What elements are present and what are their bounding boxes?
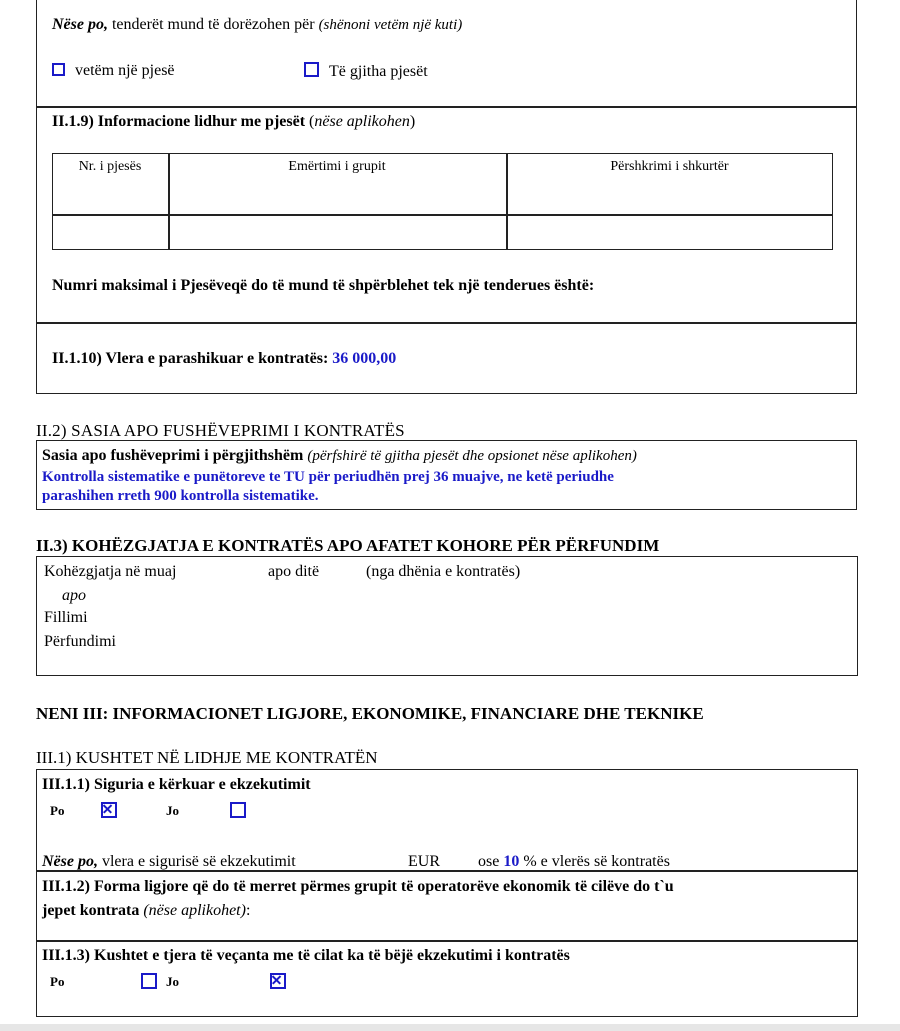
guarantee-eur-label: EUR [408, 853, 440, 870]
end-label: Përfundimi [44, 633, 116, 650]
from-award-label: (nga dhënia e kontratës) [366, 563, 521, 580]
col-header-lot-no: Nr. i pjesës [78, 159, 142, 174]
option-all-lots[interactable]: Të gjitha pjesët [304, 62, 428, 81]
checkbox-all-lots[interactable] [304, 62, 319, 77]
special-po-checkbox[interactable] [141, 973, 157, 989]
performance-guarantee-title: III.1.1) Siguria e kërkuar e ekzekutimit [42, 776, 311, 793]
guarantee-po-label: Po [50, 803, 65, 818]
col-header-short-desc: Përshkrimi i shkurtër [610, 159, 729, 174]
quantity-scope-body-1: Kontrolla sistematike e punëtoreve te TU për periudhën prej 36 muajve, ne ketë periudhe [42, 469, 614, 485]
col-header-group-name: Emërtimi i grupit [288, 159, 386, 174]
contract-conditions-heading: III.1) KUSHTET NË LIDHJE ME KONTRATËN [36, 748, 378, 767]
quantity-scope-subtitle: Sasia apo fushëveprimi i përgjithshëm (përfshirë të gjitha pjesët dhe opsionet nëse aplikohen) [42, 447, 637, 464]
guarantee-value-line: Nëse po, vlera e sigurisë së ekzekutimit [42, 853, 296, 870]
special-jo-checkbox[interactable] [270, 973, 286, 989]
article-iii-heading: NENI III: INFORMACIONET LIGJORE, EKONOMIKE, FINANCIARE DHE TEKNIKE [36, 704, 704, 723]
or-days-label: apo ditë [268, 563, 320, 580]
cell-group-name[interactable] [170, 217, 504, 248]
estimated-value-amount: 36 000,00 [332, 350, 397, 367]
cell-short-desc[interactable] [508, 217, 831, 248]
lots-intro: Nëse po, tenderët mund të dorëzohen për (shënoni vetëm një kuti) [52, 16, 463, 33]
apo-label: apo [62, 587, 86, 604]
quantity-scope-heading: II.2) SASIA APO FUSHËVEPRIMI I KONTRATËS [36, 421, 405, 440]
divider-iii-1-3 [36, 940, 858, 942]
start-label: Fillimi [44, 609, 88, 626]
legal-form-title-1: III.1.2) Forma ligjore që do të merret përmes grupit të operatorëve ekonomik të cilëve do t`u [42, 878, 674, 895]
guarantee-percent-value: 10 [503, 853, 520, 870]
cell-lot-no[interactable] [54, 217, 166, 248]
legal-form-title-2: jepet kontrata (nëse aplikohet): [42, 902, 251, 919]
option-one-lot[interactable]: vetëm një pjesë [52, 62, 175, 80]
page-bottom-edge [0, 1024, 900, 1031]
guarantee-percent-line: ose 10 % e vlerës së kontratës [478, 853, 670, 870]
duration-months-label: Kohëzgjatja në muaj [44, 563, 177, 580]
guarantee-jo-label: Jo [166, 803, 179, 818]
checkbox-one-lot[interactable] [52, 63, 65, 76]
quantity-scope-body-2: parashihen rreth 900 kontrolla sistematike. [42, 488, 319, 504]
guarantee-jo-checkbox[interactable] [230, 802, 246, 818]
duration-heading: II.3) KOHËZGJATJA E KONTRATËS APO AFATET KOHORE PËR PËRFUNDIM [36, 536, 660, 555]
lots-info-title: II.1.9) Informacione lidhur me pjesët (nëse aplikohen) [52, 113, 416, 130]
max-lots-label: Numri maksimal i Pjesëveqë do të mund të shpërblehet tek një tenderues është: [52, 277, 595, 294]
guarantee-po-checkbox[interactable] [101, 802, 117, 818]
estimated-value: II.1.10) Vlera e parashikuar e kontratës: 36 000,00 [52, 350, 397, 367]
special-po-label: Po [50, 974, 65, 989]
special-conditions-title: III.1.3) Kushtet e tjera të veçanta me të cilat ka të bëjë ekzekutimi i kontratës [42, 947, 570, 964]
special-jo-label: Jo [166, 974, 179, 989]
